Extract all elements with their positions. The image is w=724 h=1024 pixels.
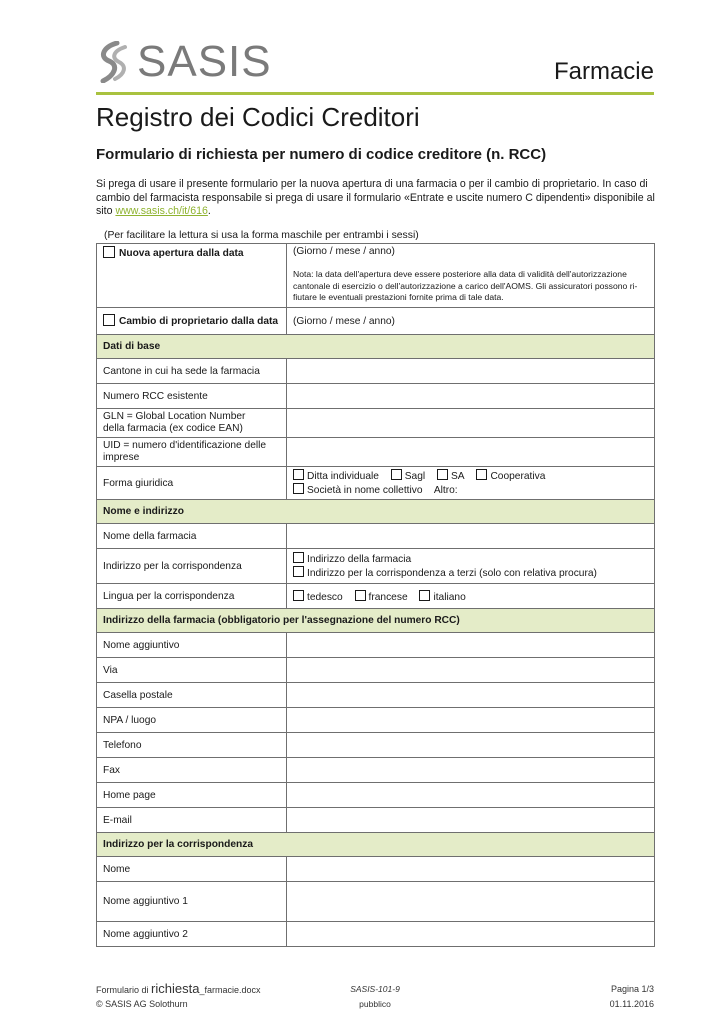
footer-classification: pubblico (359, 999, 391, 1009)
table-row (97, 549, 655, 584)
table-row (97, 882, 655, 922)
pharmacy-row-label: Via (97, 658, 287, 683)
option-ditta[interactable] (293, 471, 379, 482)
pharmacy-pobox-field[interactable] (287, 683, 655, 708)
table-row (97, 857, 655, 882)
page-subtitle: Formulario di richiesta per numero di codice creditore (n. RCC) (96, 146, 547, 163)
corr-row-label: Nome aggiuntivo 2 (97, 922, 287, 947)
table-row (97, 683, 655, 708)
uid-label (97, 438, 287, 467)
option-sa[interactable] (437, 471, 465, 482)
new-opening-label: Nuova apertura dalla data (119, 248, 244, 259)
checkbox-corr-third[interactable] (293, 566, 304, 577)
footer-code: SASIS-101-9 (350, 984, 400, 994)
intro-text (96, 178, 656, 219)
section-pharmacy-address-title: Indirizzo della farmacia (obbligatorio per l'assegnazione del numero RCC) (97, 609, 655, 633)
footer-doc-prefix: Formulario di (96, 985, 152, 995)
lang-it[interactable] (419, 592, 465, 603)
table-row (97, 922, 655, 947)
pharmacy-homepage-field[interactable] (287, 783, 655, 808)
table-row (97, 359, 655, 384)
corr-opt-pharmacy-label: Indirizzo della farmacia (307, 554, 412, 565)
lang-de[interactable] (293, 592, 343, 603)
corr-row-label: Nome (97, 857, 287, 882)
corr-extra-name-2-field[interactable] (287, 922, 655, 947)
pharmacy-row-label: NPA / luogo (97, 708, 287, 733)
owner-change-date-hint: (Giorno / mese / anno) (293, 315, 395, 327)
checkbox-lang-fr[interactable] (355, 590, 366, 601)
corr-extra-name-1-field[interactable] (287, 882, 655, 922)
corr-row-label: Nome aggiuntivo 1 (97, 882, 287, 922)
table-row (97, 758, 655, 783)
corr-address-label: Indirizzo per la corrispondenza (97, 549, 287, 584)
page-title: Registro dei Codici Creditori (96, 102, 420, 132)
new-opening-row (97, 244, 655, 308)
option-sagl[interactable] (391, 471, 425, 482)
gln-label-line-1: GLN = Global Location Number (103, 411, 246, 422)
pharmacy-row-label: Fax (97, 758, 287, 783)
pharmacy-row-label: Home page (97, 783, 287, 808)
footer-date: 01.11.2016 (609, 999, 654, 1009)
table-row (97, 733, 655, 758)
pharmacy-row-label: Nome aggiuntivo (97, 633, 287, 658)
owner-change-cell (97, 308, 287, 335)
checkbox-corr-pharmacy[interactable] (293, 552, 304, 563)
gln-field[interactable] (287, 409, 655, 438)
table-row (97, 658, 655, 683)
opening-note: Nota: la data dell'apertura deve essere posteriore alla data di validità dell'autorizzazione cantonale di esercizio o dell'autorizzazione a carico dell'AOMS. Gli assicuratori possono ri-fiutare le eventuali prestazioni fornite prima di tale data. (293, 269, 638, 302)
pharmacy-row-label: Casella postale (97, 683, 287, 708)
canton-label: Cantone in cui ha sede la farmacia (97, 359, 287, 384)
table-row (97, 524, 655, 549)
owner-change-checkbox[interactable] (103, 314, 115, 326)
option-collettivo[interactable] (293, 485, 423, 496)
new-opening-date-field[interactable] (287, 244, 655, 308)
owner-change-date-field[interactable] (287, 308, 655, 335)
checkbox-cooperativa[interactable] (476, 469, 487, 480)
lang-fr[interactable] (355, 592, 408, 603)
legal-other-label: Altro: (433, 485, 458, 496)
checkbox-lang-de[interactable] (293, 590, 304, 601)
option-sagl-label: Sagl (404, 471, 426, 482)
uid-field[interactable] (287, 438, 655, 467)
option-collettivo-label: Società in nome collettivo (307, 485, 423, 496)
corr-opt-pharmacy[interactable] (293, 552, 648, 566)
table-row (97, 438, 655, 467)
pharmacy-extra-name-field[interactable] (287, 633, 655, 658)
pharmacy-fax-field[interactable] (287, 758, 655, 783)
table-row (97, 633, 655, 658)
language-options (287, 584, 655, 609)
footer-doc-suffix: _farmacie.docx (199, 985, 261, 995)
corr-name-field[interactable] (287, 857, 655, 882)
canton-field[interactable] (287, 359, 655, 384)
rcc-label: Numero RCC esistente (97, 384, 287, 409)
pharmacy-street-field[interactable] (287, 658, 655, 683)
sasis-logo (97, 37, 272, 86)
lang-de-label: tedesco (307, 591, 343, 603)
gender-hint: (Per facilitare la lettura si usa la forma maschile per entrambi i sessi) (104, 230, 419, 241)
table-row (97, 584, 655, 609)
intro-body: Si prega di usare il presente formulario per la nuova apertura di una farmacia o per il cambio di proprietario. In caso di cambio del farmacista responsabile si prega di usare il formulario «Entrate e uscite numero C dipendenti» disponibile al sito (96, 178, 655, 217)
uid-label-line-2: imprese (103, 452, 140, 463)
section-corr-address (97, 833, 655, 857)
page-footer (96, 982, 654, 1011)
table-row (97, 808, 655, 833)
sasis-link[interactable]: www.sasis.ch/it/616 (115, 205, 208, 217)
sasis-logo-icon (97, 41, 131, 83)
section-pharmacy-address (97, 609, 655, 633)
footer-page: Pagina 1/3 (610, 984, 654, 994)
table-row (97, 708, 655, 733)
lang-fr-label: francese (368, 591, 408, 603)
legal-form-label: Forma giuridica (97, 467, 287, 500)
legal-form-options (287, 467, 655, 500)
option-sa-label: SA (451, 471, 465, 482)
section-name-address-title: Nome e indirizzo (97, 500, 655, 524)
corr-opt-third-label: Indirizzo per la corrispondenza a terzi (solo con relativa procura) (307, 568, 597, 579)
checkbox-lang-it[interactable] (419, 590, 430, 601)
logo-text: SASIS (137, 37, 272, 86)
table-row (97, 384, 655, 409)
pharmacy-name-label: Nome della farmacia (97, 524, 287, 549)
pharmacy-row-label: Telefono (97, 733, 287, 758)
section-base (97, 335, 655, 359)
pharmacy-row-label: E-mail (97, 808, 287, 833)
owner-change-label: Cambio di proprietario dalla data (119, 316, 279, 327)
new-opening-cell (97, 244, 287, 308)
lang-it-label: italiano (433, 591, 466, 603)
pharmacy-zip-city-field[interactable] (287, 708, 655, 733)
new-opening-checkbox[interactable] (103, 246, 115, 258)
request-form (96, 243, 655, 947)
header-rule (96, 92, 654, 95)
option-cooperativa[interactable] (476, 471, 545, 482)
footer-copyright: © SASIS AG Solothurn (96, 999, 188, 1009)
intro-end: . (207, 205, 211, 217)
pharmacy-phone-field[interactable] (287, 733, 655, 758)
language-label: Lingua per la corrispondenza (97, 584, 287, 609)
pharmacy-email-field[interactable] (287, 808, 655, 833)
section-name: Farmacie (553, 58, 654, 85)
checkbox-sagl[interactable] (391, 469, 402, 480)
footer-doc-name (96, 982, 280, 997)
gln-label-line-2: della farmacia (ex codice EAN) (103, 423, 243, 434)
corr-address-options (287, 549, 655, 584)
corr-opt-third[interactable] (293, 566, 648, 580)
gln-label (97, 409, 287, 438)
uid-label-line-1: UID = numero d'identificazione delle (103, 440, 267, 451)
section-name-address (97, 500, 655, 524)
table-row (97, 467, 655, 500)
table-row (97, 409, 655, 438)
section-base-title: Dati di base (97, 335, 655, 359)
owner-change-row (97, 308, 655, 335)
checkbox-collettivo[interactable] (293, 483, 304, 494)
table-row (97, 783, 655, 808)
new-opening-date-hint: (Giorno / mese / anno) (293, 246, 395, 257)
rcc-field[interactable] (287, 384, 655, 409)
pharmacy-name-field[interactable] (287, 524, 655, 549)
checkbox-ditta[interactable] (293, 469, 304, 480)
option-ditta-label: Ditta individuale (307, 471, 379, 482)
footer-doc-big: richiesta (151, 981, 200, 996)
checkbox-sa[interactable] (437, 469, 448, 480)
option-cooperativa-label: Cooperativa (490, 471, 546, 482)
section-corr-address-title: Indirizzo per la corrispondenza (97, 833, 655, 857)
